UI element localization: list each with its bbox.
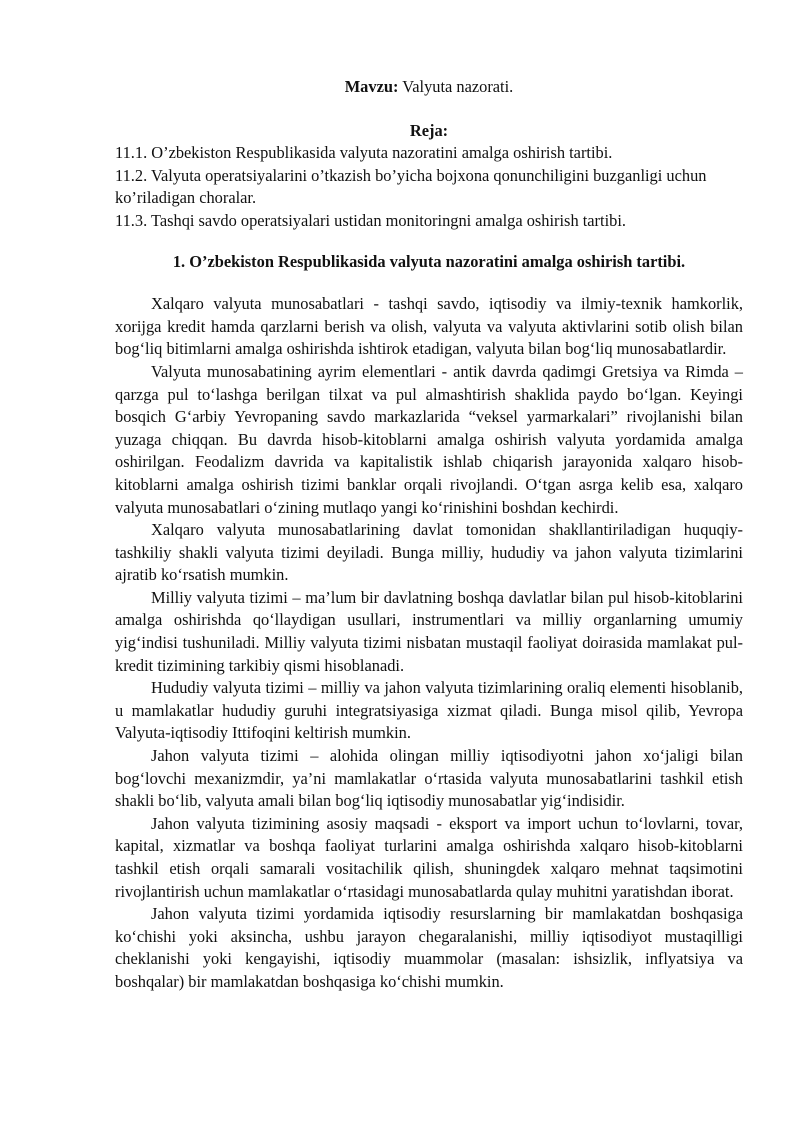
plan-item-3: 11.3. Tashqi savdo operatsiyalari ustidan monitoringni amalga oshirish tartibi. xyxy=(115,210,626,230)
paragraph: Jahon valyuta tizimi yordamida iqtisodiy resurslarning bir mamlakatdan boshqasiga ko‘chishi yoki aksincha, ushbu jarayon chegaralanishi, milliy iqtisodiyot mustaqilligi cheklanishi yoki kengayishi, iqtisodiy muammolar (masalan: ishsizlik, inflyatsiya va boshqalar) bir mamlakatdan boshqasiga ko‘chishi mumkin. xyxy=(115,904,743,991)
topic-line xyxy=(115,76,743,99)
paragraph: Valyuta munosabatining ayrim elementlari - antik davrda qadimgi Gretsiya va Rimda – qarzga pul to‘lashga berilgan tilxat va pul almashtirish shaklida paydo bo‘lgan. Keyingi bosqich G‘arbiy Yevropaning savdo markazlarida “veksel yarmarkalari” rivojlanishi bilan yuzaga chiqqan. Bu davrda hisob-kitoblarni amalga oshirish valyuta yordamida amalga oshirilgan. Feodalizm davrida va kapitalistik ishlab chiqarish jarayonida xalqaro hisob-kitoblarni amalga oshirish tizimi banklar orqali rivojlandi. O‘tgan asrga kelib esa, xalqaro valyuta munosabatlari o‘zining mutlaqo yangi ko‘rinishini boshdan kechirdi. xyxy=(115,361,743,517)
paragraph: Jahon valyuta tizimining asosiy maqsadi - eksport va import uchun to‘lovlarni, tovar, kapital, xizmatlar va boshqa faoliyat turlarini amalga oshirishda xalqaro hisob-kitoblarni tashkil etish orqali samarali vositachilik qilish, shuningdek xalqaro mehnat taqsimotini rivojlantirish uchun mamlakatlar o‘rtasidagi munosabatlarda qulay muhitni yaratishdan iborat. xyxy=(115,813,743,901)
plan-title: Reja: xyxy=(409,120,449,140)
paragraph: Xalqaro valyuta munosabatlarining davlat tomonidan shakllantiriladigan huquqiy-tashkiliy shakli valyuta tizimi deyiladi. Bunga milliy, hududiy va jahon valyuta tizimlarini ajratib ko‘rsatish mumkin. xyxy=(115,520,743,585)
topic-title: Valyuta nazorati. xyxy=(398,77,514,96)
paragraph: Jahon valyuta tizimi – alohida olingan milliy iqtisodiyotni jahon xo‘jaligi bilan bog‘lovchi mexanizmdir, ya’ni mamlakatlar o‘rtasida valyuta munosabatlarini tashkil etish shakli bo‘lib, valyuta amali bilan bog‘liq iqtisodiy munosabatlar yig‘indisidir. xyxy=(115,746,743,811)
paragraph: Hududiy valyuta tizimi – milliy va jahon valyuta tizimlarining oraliq elementi hisoblanib, u mamlakatlar hududiy guruhi integratsiyasiga xizmat qiladi. Bunga misol qilib, Yevropa Valyuta-iqtisodiy Ittifoqini keltirish mumkin. xyxy=(115,678,743,743)
section-heading: 1. O’zbekiston Respublikasida valyuta nazoratini amalga oshirish tartibi. xyxy=(172,251,686,271)
plan-item-1: 11.1. O’zbekiston Respublikasida valyuta nazoratini amalga oshirish tartibi. xyxy=(115,143,613,163)
paragraph: Xalqaro valyuta munosabatlari - tashqi savdo, iqtisodiy va ilmiy-texnik hamkorlik, xorijga kredit hamda qarzlarni berish va olish, valyuta va valyuta aktivlarini sotib olish bilan bog‘liq bitimlarni amalga oshirishda ishtirok etadigan, valyuta bilan bog‘liq munosabatlardir. xyxy=(115,294,743,359)
paragraph: Milliy valyuta tizimi – ma’lum bir davlatning boshqa davlatlar bilan pul hisob-kitoblarini amalga oshirishda qo‘llaydigan usullari, instrumentlari va milliy organlarning umumiy yig‘indisi tushuniladi. Milliy valyuta tizimi nisbatan mustaqil faoliyat doirasida mamlakat pul-kredit tizimining tarkibiy qismi hisoblanadi. xyxy=(115,587,743,675)
topic-label: Mavzu: xyxy=(344,77,399,96)
document-page xyxy=(115,76,743,994)
plan-item-2: 11.2. Valyuta operatsiyalarini o’tkazish bo’yicha bojxona qonunchiligini buzganligi uchun ko’riladigan choralar. xyxy=(115,165,707,208)
